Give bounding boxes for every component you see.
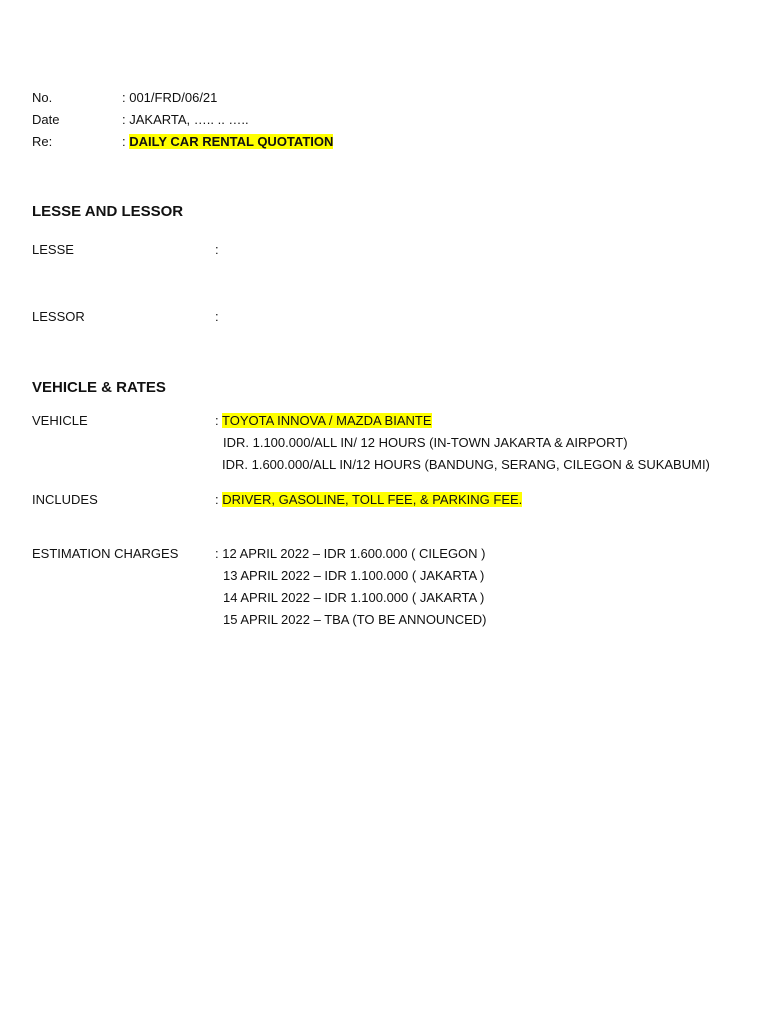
lesse-colon: : <box>215 242 219 257</box>
lessor-label: LESSOR <box>32 309 85 324</box>
estimation-line-4: 15 APRIL 2022 – TBA (TO BE ANNOUNCED) <box>223 612 487 627</box>
estimation-line-2: 13 APRIL 2022 – IDR 1.100.000 ( JAKARTA ) <box>223 568 485 583</box>
estimation-line-3: 14 APRIL 2022 – IDR 1.100.000 ( JAKARTA ) <box>223 590 485 605</box>
estimation-line-1: : 12 APRIL 2022 – IDR 1.600.000 ( CILEGON ) <box>215 546 486 561</box>
estimation-label: ESTIMATION CHARGES <box>32 546 179 561</box>
re-label: Re: <box>32 134 53 149</box>
re-prefix: : <box>122 134 130 149</box>
vehicle-colon: : <box>215 413 222 428</box>
no-label: No. <box>32 90 53 105</box>
includes-value: DRIVER, GASOLINE, TOLL FEE, & PARKING FEE. <box>222 492 523 507</box>
date-value: : JAKARTA, ….. .. ….. <box>122 112 249 127</box>
lessor-colon: : <box>215 309 219 324</box>
parties-heading: LESSE AND LESSOR <box>32 203 184 220</box>
document-title: DAILY CAR RENTAL QUOTATION <box>129 134 334 149</box>
rate-line-in-town: IDR. 1.100.000/ALL IN/ 12 HOURS (IN-TOWN JAKARTA & AIRPORT) <box>223 435 628 450</box>
includes-colon: : <box>215 492 223 507</box>
no-value: : 001/FRD/06/21 <box>122 90 218 105</box>
includes-line <box>215 491 522 509</box>
vehicle-rates-heading: VEHICLE & RATES <box>32 379 166 396</box>
vehicle-label: VEHICLE <box>32 413 88 428</box>
includes-label: INCLUDES <box>32 492 98 507</box>
date-label: Date <box>32 112 60 127</box>
rate-line-out-town: IDR. 1.600.000/ALL IN/12 HOURS (BANDUNG, SERANG, CILEGON & SUKABUMI) <box>222 457 710 472</box>
re-line <box>122 133 333 151</box>
lesse-label: LESSE <box>32 242 74 257</box>
vehicle-value: TOYOTA INNOVA / MAZDA BIANTE <box>222 413 432 428</box>
vehicle-line <box>215 412 432 430</box>
